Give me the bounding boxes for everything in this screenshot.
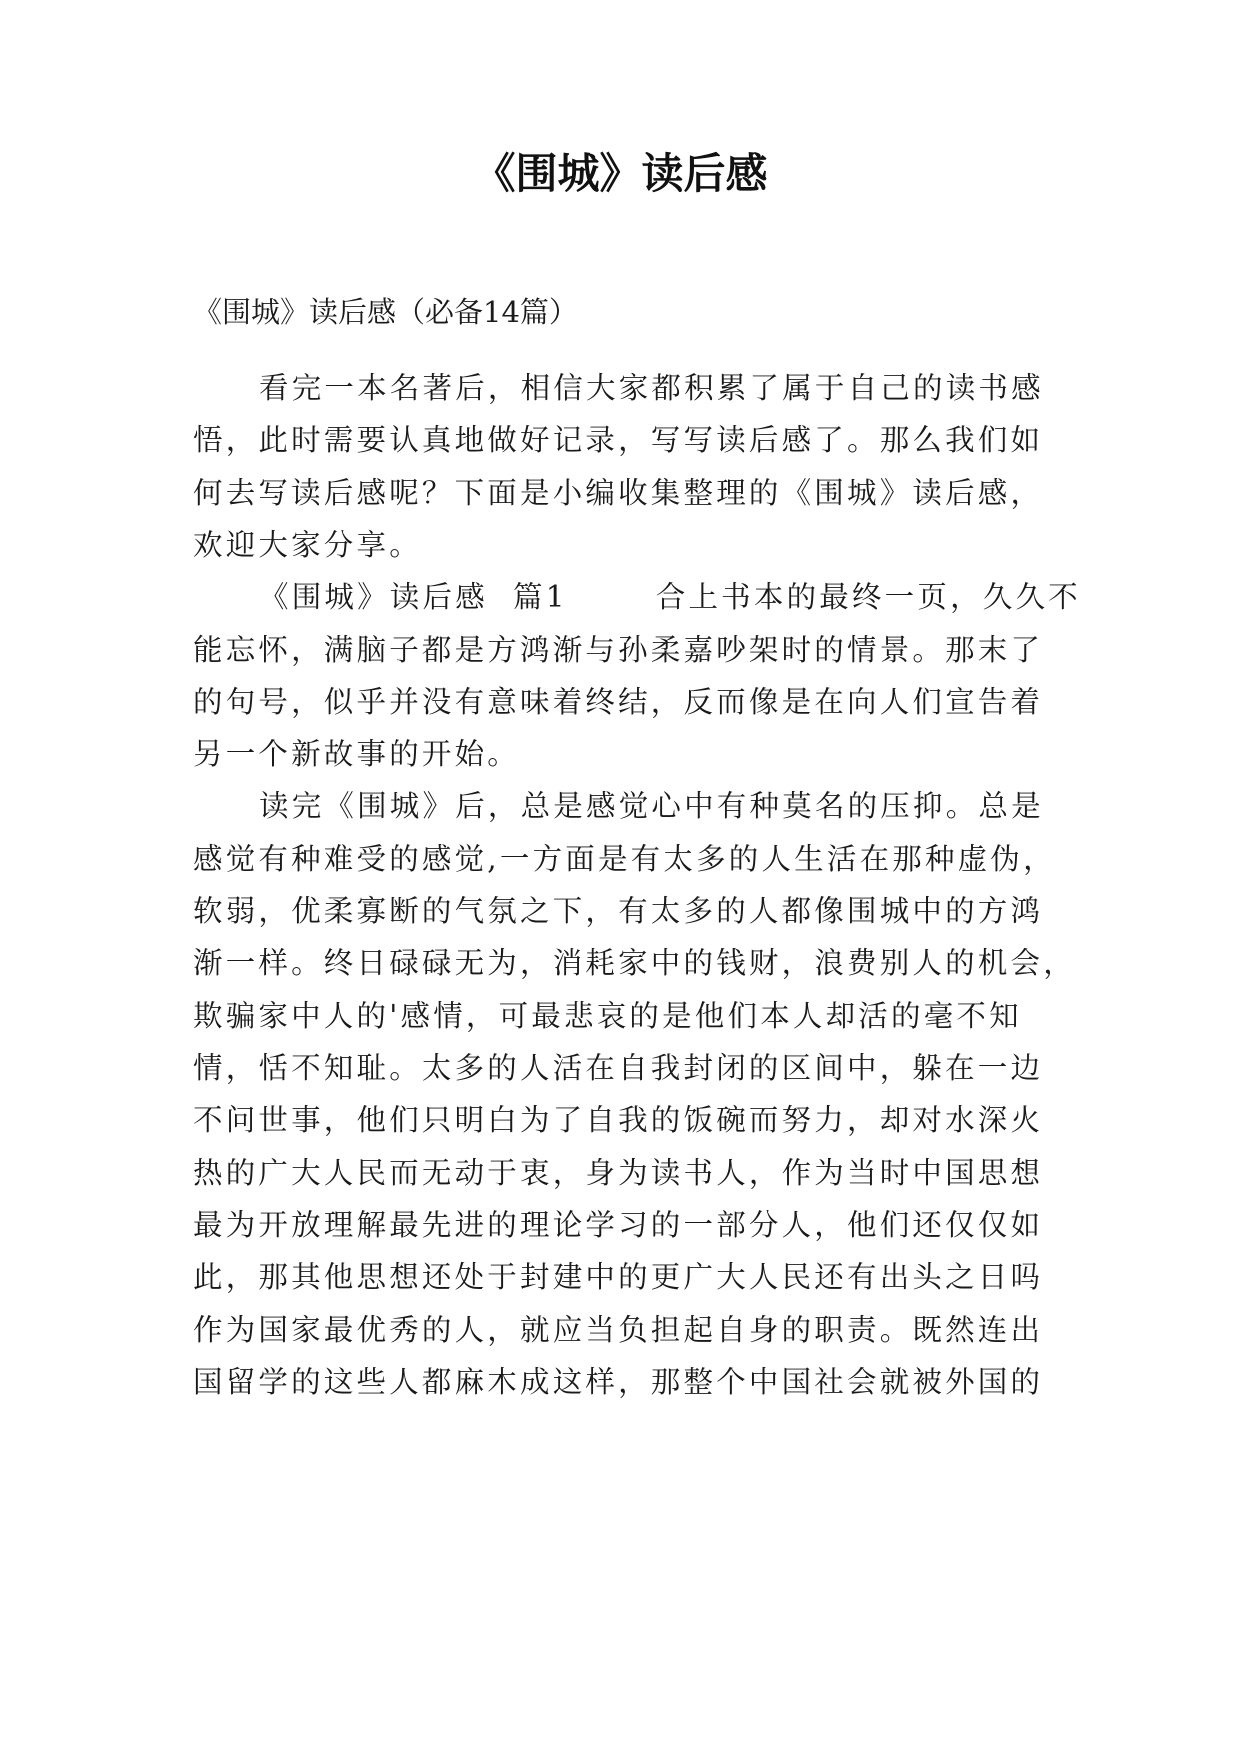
body-line: 作为国家最优秀的人，就应当负担起自身的职责。既然连出 — [193, 1313, 1044, 1347]
document-subtitle: 《围城》读后感（必备14篇） — [193, 295, 578, 329]
body-line: 渐一样。终日碌碌无为，消耗家中的钱财，浪费别人的机会， — [193, 946, 1076, 980]
body-line: 最为开放理解最先进的理论学习的一部分人，他们还仅仅如 — [193, 1208, 1044, 1242]
body-line: 读完《围城》后，总是感觉心中有种莫名的压抑。总是 — [259, 789, 1044, 823]
body-line: 的句号，似乎并没有意味着终结，反而像是在向人们宣告着 — [193, 685, 1044, 719]
body-line: 情，恬不知耻。太多的人活在自我封闭的区间中，躲在一边 — [193, 1051, 1044, 1085]
body-line: 悟，此时需要认真地做好记录，写写读后感了。那么我们如 — [193, 423, 1044, 457]
body-line: 此，那其他思想还处于封建中的更广大人民还有出头之日吗 — [193, 1260, 1044, 1294]
body-line: 何去写读后感呢？下面是小编收集整理的《围城》读后感， — [193, 476, 1044, 510]
body-line: 热的广大人民而无动于衷，身为读书人，作为当时中国思想 — [193, 1156, 1044, 1190]
body-line: 《围城》读后感 篇1 合上书本的最终一页，久久不 — [259, 580, 1081, 614]
body-line: 能忘怀，满脑子都是方鸿渐与孙柔嘉吵架时的情景。那末了 — [193, 633, 1044, 667]
body-line: 欢迎大家分享。 — [193, 528, 422, 562]
document-title: 《围城》读后感 — [473, 149, 768, 198]
body-line: 感觉有种难受的感觉,一方面是有太多的人生活在那种虚伪， — [193, 842, 1056, 876]
body-line: 软弱，优柔寡断的气氛之下，有太多的人都像围城中的方鸿 — [193, 894, 1044, 928]
body-line: 另一个新故事的开始。 — [193, 737, 521, 771]
body-line: 看完一本名著后，相信大家都积累了属于自己的读书感 — [259, 371, 1044, 405]
body-line: 国留学的这些人都麻木成这样，那整个中国社会就被外国的 — [193, 1365, 1044, 1399]
body-line: 不问世事，他们只明白为了自我的饭碗而努力，却对水深火 — [193, 1103, 1044, 1137]
body-line: 欺骗家中人的'感情，可最悲哀的是他们本人却活的毫不知 — [193, 999, 1022, 1033]
